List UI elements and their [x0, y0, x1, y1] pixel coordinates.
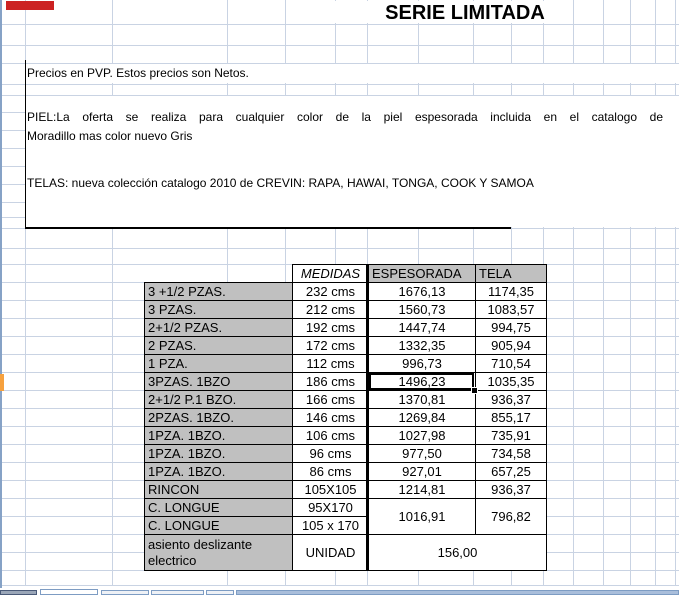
medidas-cell[interactable]: 146 cms	[292, 408, 369, 427]
espesorada-cell[interactable]: 1560,73	[368, 300, 476, 319]
note-piel-line2: Moradillo mas color nuevo Gris	[27, 129, 193, 143]
espesorada-thick-border	[366, 264, 369, 570]
gridline-h	[0, 248, 679, 249]
row-label-cell[interactable]: 1PZA. 1BZO.	[144, 426, 293, 445]
row-label-cell[interactable]: 2+1/2 PZAS.	[144, 318, 293, 337]
tela-cell[interactable]: 735,91	[475, 426, 547, 445]
medidas-cell[interactable]: 96 cms	[292, 444, 369, 463]
medidas-cell[interactable]: 112 cms	[292, 354, 369, 373]
sheet-tab[interactable]	[0, 590, 37, 595]
header-medidas[interactable]: MEDIDAS	[292, 264, 369, 283]
header-espesorada[interactable]: ESPESORADA	[368, 264, 476, 283]
sheet-tab[interactable]	[40, 589, 98, 595]
row-label-cell[interactable]: asiento deslizante electrico	[144, 534, 293, 571]
espesorada-cell[interactable]: 1027,98	[368, 426, 476, 445]
sheet-tab[interactable]	[101, 590, 149, 595]
espesorada-cell[interactable]: 977,50	[368, 444, 476, 463]
note-telas: TELAS: nueva colección catalogo 2010 de CREVIN: RAPA, HAWAI, TONGA, COOK Y SAMOA	[27, 176, 534, 190]
espesorada-cell[interactable]: 996,73	[368, 354, 476, 373]
medidas-cell[interactable]: 192 cms	[292, 318, 369, 337]
medidas-cell[interactable]: 232 cms	[292, 282, 369, 301]
row-label-cell[interactable]: 1 PZA.	[144, 354, 293, 373]
row-label-cell[interactable]: RINCON	[144, 480, 293, 499]
espesorada-cell[interactable]: 1332,35	[368, 336, 476, 355]
tela-cell[interactable]: 796,82	[475, 498, 547, 535]
medidas-cell[interactable]: 166 cms	[292, 390, 369, 409]
sheet-tab[interactable]	[206, 590, 234, 595]
medidas-cell[interactable]: 86 cms	[292, 462, 369, 481]
tela-cell[interactable]: 994,75	[475, 318, 547, 337]
espesorada-cell[interactable]: 1214,81	[368, 480, 476, 499]
notes-left-border	[25, 60, 26, 228]
gridline-h	[0, 585, 679, 586]
medidas-cell[interactable]: 186 cms	[292, 372, 369, 391]
tela-cell[interactable]: 1174,35	[475, 282, 547, 301]
fill-handle[interactable]	[471, 387, 478, 394]
medidas-cell[interactable]: 95X170	[292, 498, 369, 517]
selected-cell-outline[interactable]	[369, 373, 474, 390]
row-label-cell[interactable]: 3PZAS. 1BZO	[144, 372, 293, 391]
note-piel-line1: PIEL:La oferta se realiza para cualquier color de la piel espesorada incluida en el catalogo de	[27, 110, 663, 124]
espesorada-cell[interactable]: 1496,23	[368, 372, 476, 391]
medidas-cell[interactable]: 105 x 170	[292, 516, 369, 535]
tela-cell[interactable]: 710,54	[475, 354, 547, 373]
espesorada-cell[interactable]: 1676,13	[368, 282, 476, 301]
espesorada-cell[interactable]: 927,01	[368, 462, 476, 481]
row-label-cell[interactable]: 1PZA. 1BZO.	[144, 444, 293, 463]
row-label-cell[interactable]: C. LONGUE	[144, 516, 293, 535]
sheet-tab[interactable]	[151, 590, 204, 595]
gridline-h	[0, 45, 679, 46]
medidas-cell[interactable]: 172 cms	[292, 336, 369, 355]
medidas-cell[interactable]: UNIDAD	[292, 534, 369, 571]
gridline-h	[0, 84, 679, 85]
tela-cell[interactable]: 936,37	[475, 480, 547, 499]
row-label-cell[interactable]: 3 +1/2 PZAS.	[144, 282, 293, 301]
orange-row-marker	[0, 374, 4, 391]
medidas-cell[interactable]: 105X105	[292, 480, 369, 499]
medidas-cell[interactable]: 212 cms	[292, 300, 369, 319]
red-marker	[6, 1, 54, 10]
tela-cell[interactable]: 734,58	[475, 444, 547, 463]
tela-cell[interactable]: 936,37	[475, 390, 547, 409]
note-piel	[27, 108, 663, 146]
tela-cell[interactable]: 905,94	[475, 336, 547, 355]
espesorada-cell[interactable]: 1370,81	[368, 390, 476, 409]
row-label-cell[interactable]: 1PZA. 1BZO.	[144, 462, 293, 481]
page-title: SERIE LIMITADA	[385, 2, 545, 24]
row-label-cell[interactable]: 2PZAS. 1BZO.	[144, 408, 293, 427]
tela-cell[interactable]: 657,25	[475, 462, 547, 481]
row-label-cell[interactable]: 2 PZAS.	[144, 336, 293, 355]
espesorada-tela-merged-cell[interactable]: 156,00	[368, 534, 547, 571]
header-tela[interactable]: TELA	[475, 264, 547, 283]
espesorada-cell[interactable]: 1016,91	[368, 498, 476, 535]
espesorada-cell[interactable]: 1447,74	[368, 318, 476, 337]
tela-cell[interactable]: 855,17	[475, 408, 547, 427]
notes-bottom-rule	[25, 227, 511, 229]
espesorada-cell[interactable]: 1269,84	[368, 408, 476, 427]
tela-cell[interactable]: 1083,57	[475, 300, 547, 319]
row-label-cell[interactable]: 3 PZAS.	[144, 300, 293, 319]
pane-left-edge	[0, 0, 2, 588]
note-precios: Precios en PVP. Estos precios son Netos.	[27, 66, 249, 80]
tab-scroll-bar[interactable]	[236, 590, 679, 595]
tela-cell[interactable]: 1035,35	[475, 372, 547, 391]
row-label-cell[interactable]: 2+1/2 P.1 BZO.	[144, 390, 293, 409]
medidas-cell[interactable]: 106 cms	[292, 426, 369, 445]
row-label-cell[interactable]: C. LONGUE	[144, 498, 293, 517]
